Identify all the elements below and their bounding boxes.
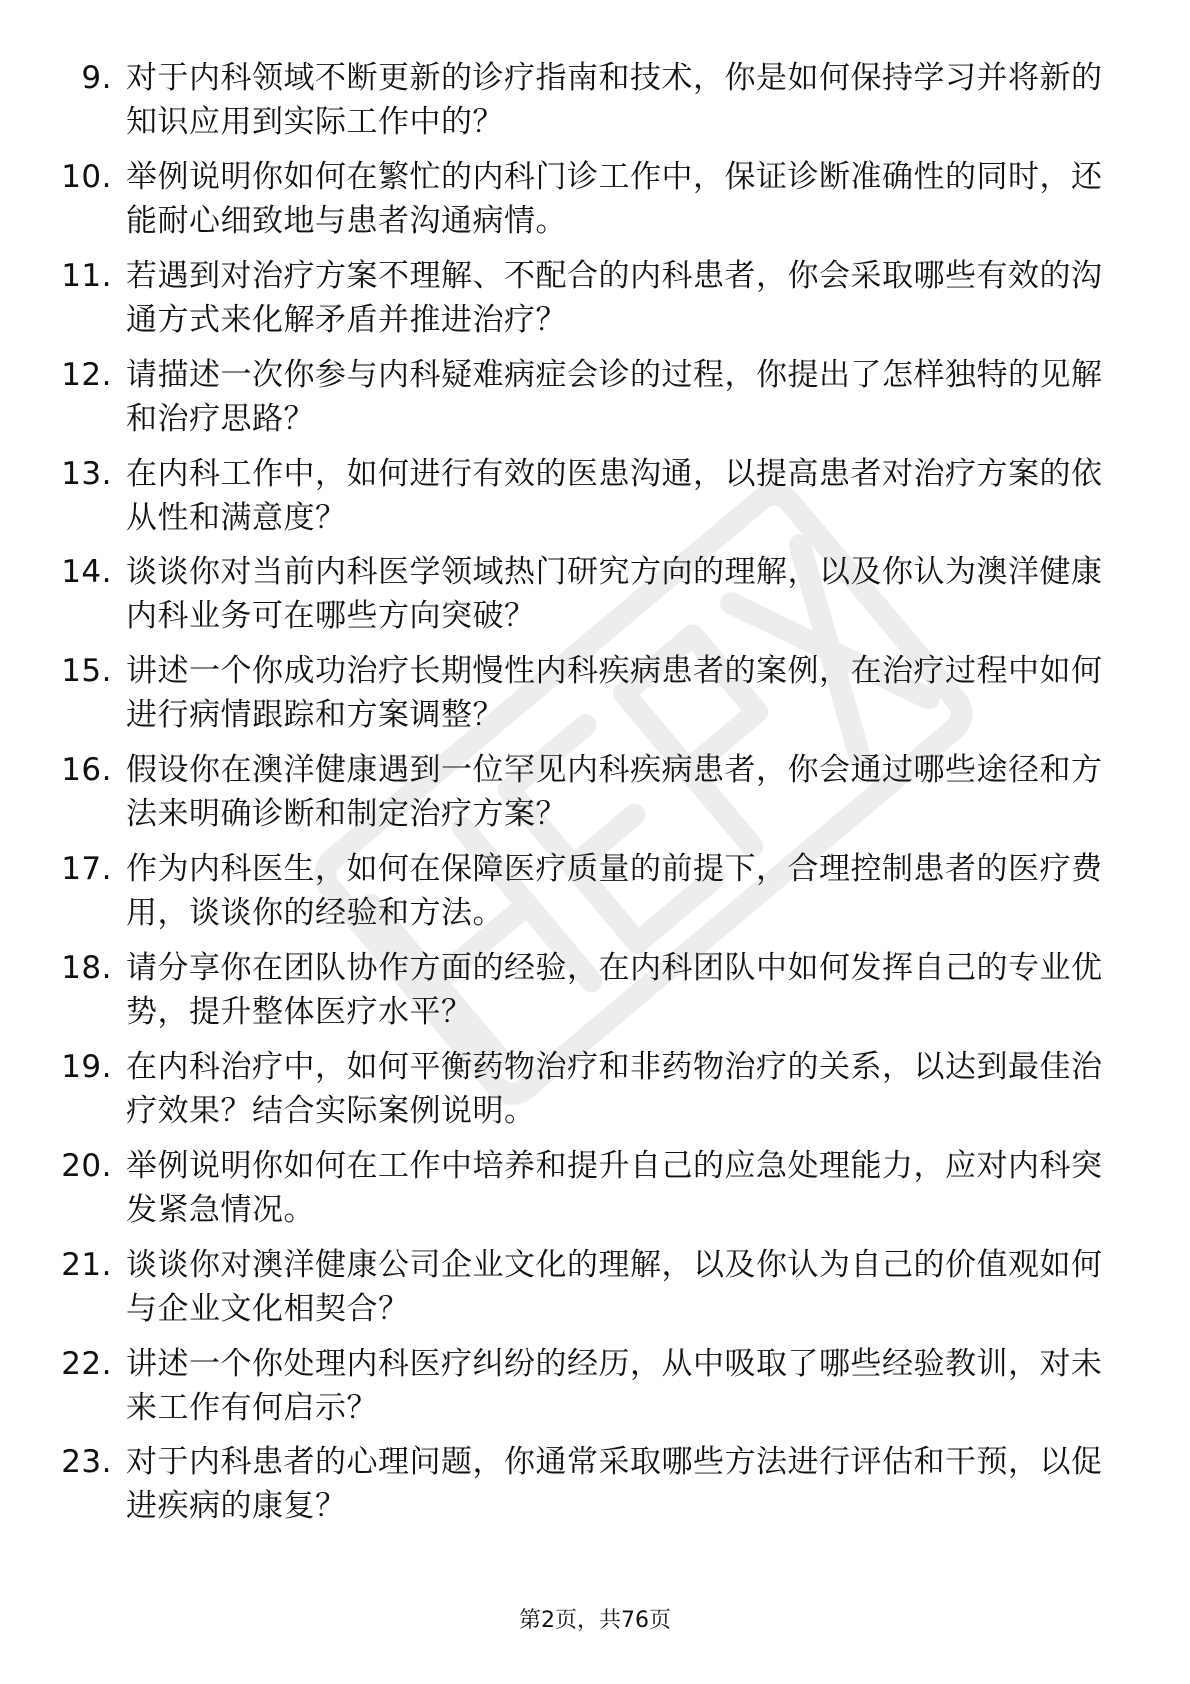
page-number-footer: 第2页，共76页	[519, 1608, 671, 1633]
list-item	[0, 938, 1190, 1037]
list-item	[0, 1235, 1190, 1334]
question-text: 请描述一次你参与内科疑难病症会诊的过程，你提出了怎样独特的见解和治疗思路？	[126, 356, 1103, 437]
question-text: 举例说明你如何在工作中培养和提升自己的应急处理能力，应对内科突发紧急情况。	[126, 1147, 1103, 1228]
question-number: 19.	[61, 1048, 112, 1085]
question-text: 对于内科患者的心理问题，你通常采取哪些方法进行评估和干预，以促进疾病的康复？	[126, 1444, 1103, 1525]
question-text: 在内科治疗中，如何平衡药物治疗和非药物治疗的关系，以达到最佳治疗效果？结合实际案例说明。	[126, 1048, 1103, 1129]
question-text: 讲述一个你成功治疗长期慢性内科疾病患者的案例，在治疗过程中如何进行病情跟踪和方案调整？	[126, 653, 1103, 734]
list-item	[0, 147, 1190, 246]
list-item	[0, 839, 1190, 938]
question-text: 在内科工作中，如何进行有效的医患沟通，以提高患者对治疗方案的依从性和满意度？	[126, 455, 1103, 536]
list-item	[0, 1037, 1190, 1136]
question-text: 举例说明你如何在繁忙的内科门诊工作中，保证诊断准确性的同时，还能耐心细致地与患者沟通病情。	[126, 158, 1103, 239]
question-text: 请分享你在团队协作方面的经验，在内科团队中如何发挥自己的专业优势，提升整体医疗水平？	[126, 950, 1103, 1031]
question-list	[0, 48, 1190, 1531]
question-number: 12.	[61, 356, 112, 393]
list-item	[0, 246, 1190, 345]
question-number: 16.	[61, 752, 112, 789]
question-text: 讲述一个你处理内科医疗纠纷的经历，从中吸取了哪些经验教训，对未来工作有何启示？	[126, 1345, 1103, 1426]
question-text: 作为内科医生，如何在保障医疗质量的前提下，合理控制患者的医疗费用，谈谈你的经验和方法。	[126, 851, 1103, 932]
question-number: 17.	[61, 851, 112, 888]
question-number: 13.	[61, 455, 112, 492]
question-text: 谈谈你对澳洋健康公司企业文化的理解，以及你认为自己的价值观如何与企业文化相契合？	[126, 1246, 1103, 1327]
list-item	[0, 444, 1190, 543]
question-text: 若遇到对治疗方案不理解、不配合的内科患者，你会采取哪些有效的沟通方式来化解矛盾并推进治疗？	[126, 257, 1103, 338]
question-number: 11.	[61, 257, 112, 294]
list-item	[0, 345, 1190, 444]
question-text: 对于内科领域不断更新的诊疗指南和技术，你是如何保持学习并将新的知识应用到实际工作中的？	[126, 60, 1103, 140]
question-number: 14.	[61, 554, 112, 591]
list-item	[0, 48, 1190, 147]
question-number: 23.	[61, 1444, 112, 1481]
question-number: 22.	[61, 1345, 112, 1382]
question-number: 18.	[61, 950, 112, 987]
question-number: 21.	[61, 1246, 112, 1283]
question-number: 15.	[61, 653, 112, 690]
question-number: 9.	[81, 60, 112, 96]
question-number: 10.	[61, 158, 112, 195]
list-item	[0, 740, 1190, 839]
question-number: 20.	[61, 1147, 112, 1184]
list-item	[0, 1136, 1190, 1235]
question-text: 假设你在澳洋健康遇到一位罕见内科疾病患者，你会通过哪些途径和方法来明确诊断和制定治疗方案？	[126, 752, 1103, 833]
list-item	[0, 542, 1190, 641]
list-item	[0, 1432, 1190, 1531]
question-text: 谈谈你对当前内科医学领域热门研究方向的理解，以及你认为澳洋健康内科业务可在哪些方向突破？	[126, 554, 1103, 635]
list-item	[0, 1334, 1190, 1433]
list-item	[0, 641, 1190, 740]
